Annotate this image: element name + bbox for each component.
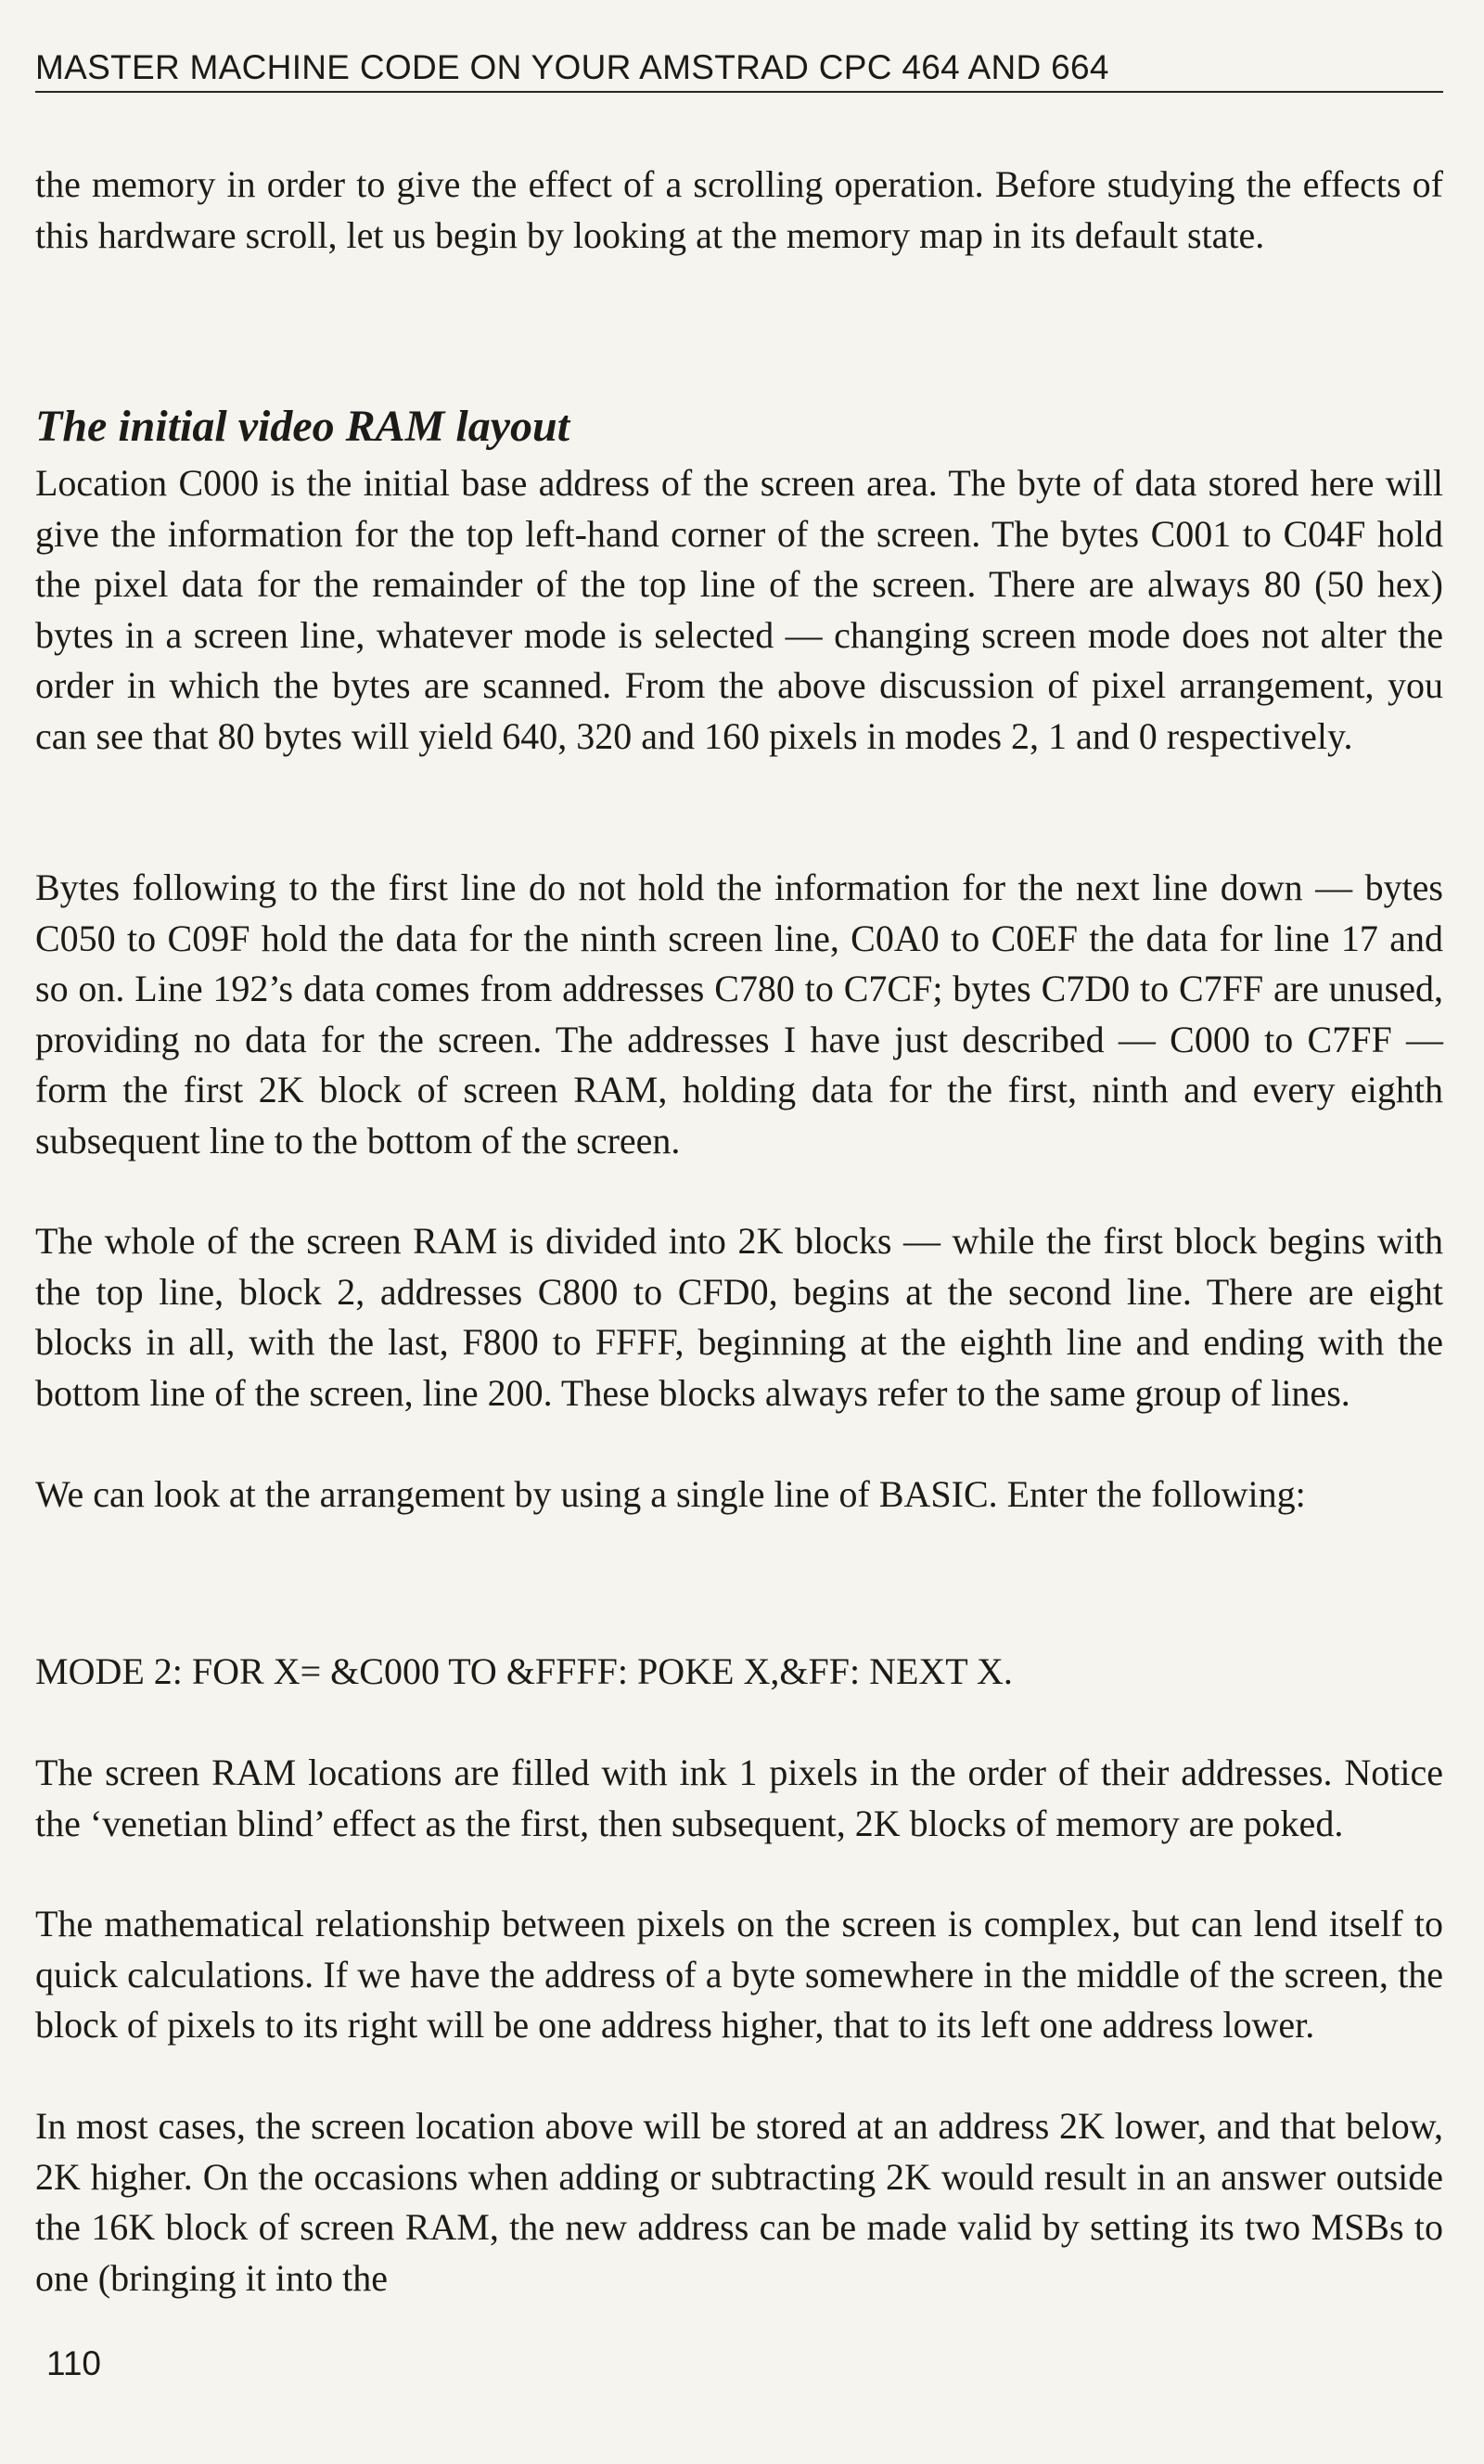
section-heading: The initial video RAM layout <box>35 402 570 451</box>
paragraph-video-ram-base: Location C000 is the initial base address of the screen area. The byte of data stored here will give the information for the top left-hand corner of the screen. The bytes C001 to C04F hold the pixel data for the remainder of the top line of the screen. There are always 80 (50 hex) bytes in a screen line, whatever mode is selected — changing screen mode does not alter the order in which the bytes are scanned. From the above discussion of pixel arrangement, you can see that 80 bytes will yield 640, 320 and 160 pixels in modes 2, 1 and 0 respectively. <box>35 462 1443 757</box>
basic-code-line: MODE 2: FOR X= &C000 TO &FFFF: POKE X,&FF: NEXT X. <box>35 1650 1013 1692</box>
book-page <box>35 48 1445 2299</box>
paragraph-2k-blocks: The whole of the screen RAM is divided into 2K blocks — while the first block begins with the top line, block 2, addresses C800 to CFD0, begins at the second line. There are eight blocks in all, with the last, F800 to FFFF, beginning at the eighth line and ending with the bottom line of the screen, line 200. These blocks always refer to the same group of lines. <box>35 1220 1443 1414</box>
paragraph-line-order: Bytes following to the first line do not hold the information for the next line down — bytes C050 to C09F hold the data for the ninth screen line, C0A0 to C0EF the data for line 17 and so on. Line 192’s data comes from addresses C780 to C7CF; bytes C7D0 to C7FF are unused, providing no data for the screen. The addresses I have just described — C000 to C7FF — form the first 2K block of screen RAM, holding data for the first, ninth and every eighth subsequent line to the bottom of the screen. <box>35 866 1443 1161</box>
paragraph-screen-location: In most cases, the screen location above will be stored at an address 2K lower, and that below, 2K higher. On the occasions when adding or subtracting 2K would result in an answer outside the 16K block of screen RAM, the new address can be made valid by setting its two MSBs to one (bringing it into the <box>35 2105 1443 2299</box>
paragraph-venetian-blind: The screen RAM locations are filled with ink 1 pixels in the order of their addresses. Notice the ‘venetian blind’ effect as the first, then subsequent, 2K blocks of memory are poked. <box>35 1752 1443 1844</box>
running-head: MASTER MACHINE CODE ON YOUR AMSTRAD CPC 464 AND 664 <box>35 48 1443 93</box>
paragraph-basic-intro: We can look at the arrangement by using a single line of BASIC. Enter the following: <box>35 1473 1306 1515</box>
intro-paragraph: the memory in order to give the effect of a scrolling operation. Before studying the effects of this hardware scroll, let us begin by looking at the memory map in its default state. <box>35 163 1443 256</box>
page-number: 110 <box>46 2344 101 2382</box>
paragraph-pixel-relationship: The mathematical relationship between pixels on the screen is complex, but can lend itself to quick calculations. If we have the address of a byte somewhere in the middle of the screen, the block of pixels to its right will be one address higher, that to its left one address lower. <box>35 1903 1443 2046</box>
